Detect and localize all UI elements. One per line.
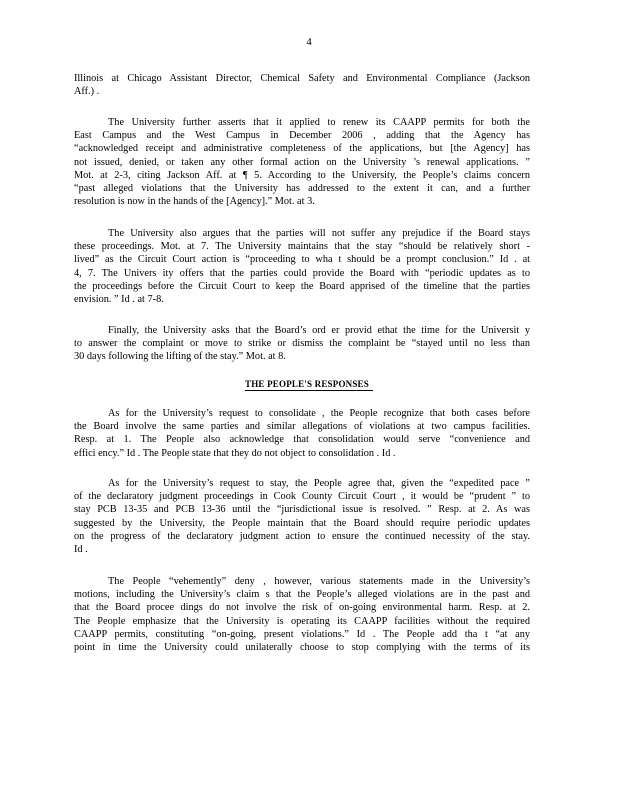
- text-line: resolution is now in the hands of the [Agency].” Mot. at 3.: [74, 196, 315, 208]
- text-line: Illinois at Chicago Assistant Director, Chemical Safety and Environmental Compliance (Jackson: [74, 73, 530, 84]
- text-line: CAAPP permits, constituting “on-going, present violations.” Id . The People add tha t “at any: [74, 628, 530, 640]
- text-line: on the progress of the declaratory judgment action to ensure the continued necessity of the stay.: [74, 530, 530, 542]
- text-line: not issued, denied, or taken any other formal action on the University ’s renewal applications. ”: [74, 156, 530, 168]
- text-line: effici ency.” Id . The People state that they do not object to consolidation . Id .: [74, 447, 396, 459]
- paragraph-time-to-answer: [74, 324, 530, 364]
- text-line: As for the University’s request to stay, the People agree that, given the “expedited pace ”: [108, 478, 530, 489]
- text-line: Id .: [74, 544, 88, 556]
- section-heading: [0, 378, 618, 391]
- page-number: 4: [306, 36, 312, 48]
- section-heading-text: THE PEOPLE'S RESPONSES: [245, 379, 373, 391]
- text-line: “past alleged violations that the University has addressed to the extent it can, and a further: [74, 183, 530, 195]
- text-line: The People emphasize that the University is operating its CAAPP facilities without the required: [74, 615, 530, 627]
- text-line: The People “vehemently” deny , however, various statements made in the University’s: [108, 576, 530, 587]
- text-line: that the Board procee dings do not involve the risk of on-going environmental harm. Resp. at 2.: [74, 602, 530, 614]
- text-line: Aff.) .: [74, 86, 100, 98]
- text-line: envision. ” Id . at 7-8.: [74, 294, 164, 306]
- text-line: stay PCB 13-35 and PCB 13-36 until the “jurisdictional issue is resolved. ” Resp. at 2. As was: [74, 504, 530, 516]
- text-line: of the declaratory judgment proceedings in Cook County Circuit Court , it would be “prudent ” to: [74, 491, 530, 503]
- text-line: 4, 7. The Univers ity offers that the parties could provide the Board with “periodic updates as to: [74, 267, 530, 279]
- paragraph-vehement-denial: [74, 575, 530, 654]
- paragraph-continuation: [74, 72, 530, 98]
- text-line: motions, including the University’s claim s that the People’s alleged violations are in the past and: [74, 589, 530, 601]
- text-line: 30 days following the lifting of the stay.” Mot. at 8.: [74, 351, 286, 363]
- text-line: As for the University’s request to consolidate , the People recognize that both cases before: [108, 408, 530, 419]
- paragraph-consolidation: [74, 407, 530, 460]
- text-line: The University also argues that the parties will not suffer any prejudice if the Board stays: [108, 228, 530, 239]
- text-line: lived” as the Circuit Court action is “proceeding to wha t should be a prompt conclusion.” Id . at: [74, 254, 530, 266]
- text-line: “acknowledged receipt and administrative completeness of the applications, but [the Agency] has: [74, 143, 530, 155]
- paragraph-caapp-renewal: [74, 116, 530, 208]
- text-line: Mot. at 2-3, citing Jackson Aff. at ¶ 5. According to the University, the People’s claims concern: [74, 169, 530, 181]
- text-line: suggested by the University, the People maintain that the Board should require periodic updates: [74, 517, 530, 529]
- text-line: Resp. at 1. The People also acknowledge that consolidation would serve “convenience and: [74, 434, 530, 446]
- text-line: the proceedings before the Circuit Court to keep the Board apprised of the timeline that the parties: [74, 280, 530, 292]
- text-line: to answer the complaint or move to strike or dismiss the complaint be “stayed until no less than: [74, 338, 530, 350]
- text-line: Finally, the University asks that the Board’s ord er provid ethat the time for the Universit y: [108, 325, 530, 336]
- paragraph-stay-agreement: [74, 477, 530, 556]
- text-line: point in time the University could unilaterally choose to stop complying with the terms of its: [74, 642, 530, 654]
- text-line: the Board involve the same parties and similar allegations of violations at two campus facilities.: [74, 421, 530, 433]
- text-line: East Campus and the West Campus in December 2006 , adding that the Agency has: [74, 130, 530, 142]
- paragraph-no-prejudice: [74, 227, 530, 306]
- text-line: these proceedings. Mot. at 7. The University maintains that the stay “should be relatively short -: [74, 241, 530, 253]
- text-line: The University further asserts that it applied to renew its CAAPP permits for both the: [108, 117, 530, 128]
